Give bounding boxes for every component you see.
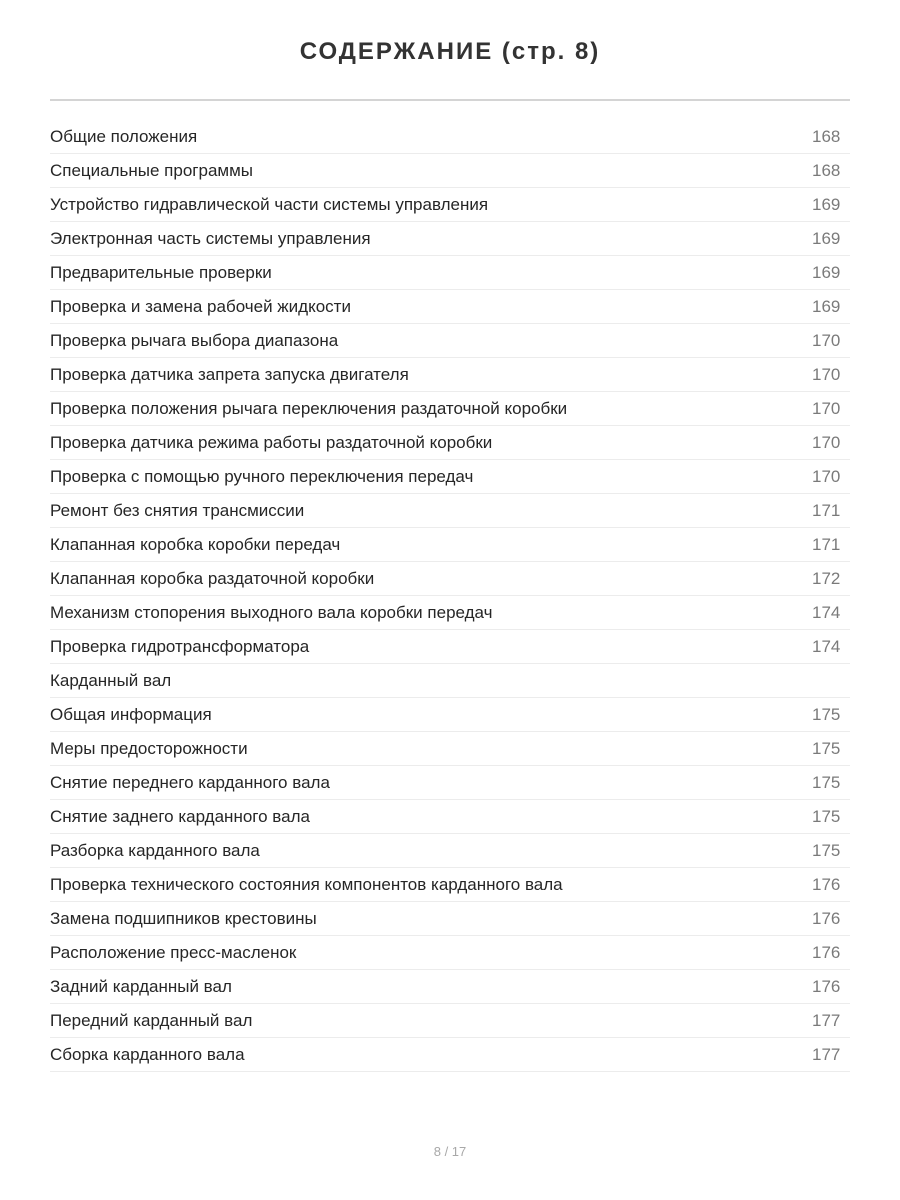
toc-entry-label: Расположение пресс-масленок — [50, 942, 297, 962]
toc-entry[interactable] — [50, 120, 850, 154]
toc-entry[interactable] — [50, 868, 850, 902]
toc-entry[interactable] — [50, 732, 850, 766]
toc-entry-label: Ремонт без снятия трансмиссии — [50, 500, 305, 520]
toc-entry-page: 170 — [812, 330, 841, 350]
toc-entry-page: 169 — [812, 296, 841, 316]
toc-entry[interactable] — [50, 1004, 850, 1038]
toc-entry-label: Снятие заднего карданного вала — [50, 806, 310, 826]
toc-entry-page: 174 — [812, 636, 841, 656]
toc-entry[interactable] — [50, 358, 850, 392]
toc-entry-page: 169 — [812, 228, 841, 248]
toc-entry[interactable] — [50, 936, 850, 970]
toc-entry-page: 175 — [812, 772, 841, 792]
toc-entry[interactable] — [50, 970, 850, 1004]
toc-entry-page: 170 — [812, 364, 841, 384]
toc-entry-label: Снятие переднего карданного вала — [50, 772, 330, 792]
toc-entry-page: 168 — [812, 160, 841, 180]
toc-entry-label: Проверка технического состояния компонентов карданного вала — [50, 874, 563, 894]
toc-entry-label: Клапанная коробка коробки передач — [50, 534, 341, 554]
toc-entry-label: Проверка датчика режима работы раздаточной коробки — [50, 432, 493, 452]
toc-entry-label: Проверка рычага выбора диапазона — [50, 330, 339, 350]
toc-entry-page: 176 — [812, 942, 841, 962]
page-title: СОДЕРЖАНИЕ (стр. 8) — [299, 38, 601, 65]
toc-entry-label: Задний карданный вал — [50, 976, 232, 996]
toc-entry[interactable] — [50, 1038, 850, 1072]
toc-entry-label: Меры предосторожности — [50, 738, 248, 758]
toc-section-heading[interactable] — [50, 664, 850, 698]
toc-entry[interactable] — [50, 256, 850, 290]
toc-entry-label: Клапанная коробка раздаточной коробки — [50, 568, 375, 588]
toc-entry-page: 175 — [812, 840, 841, 860]
toc-entry-label: Передний карданный вал — [50, 1010, 253, 1030]
toc-entry-label: Проверка гидротрансформатора — [50, 636, 310, 656]
toc-entry-page: 176 — [812, 908, 841, 928]
toc-entry-page: 177 — [812, 1044, 841, 1064]
toc-entry-label: Общие положения — [50, 126, 198, 146]
table-of-contents — [50, 120, 850, 1072]
toc-entry-page: 171 — [812, 534, 841, 554]
toc-entry-page: 170 — [812, 466, 841, 486]
toc-entry[interactable] — [50, 188, 850, 222]
toc-entry-label: Общая информация — [50, 704, 212, 724]
toc-entry[interactable] — [50, 596, 850, 630]
toc-entry-page: 168 — [812, 126, 841, 146]
toc-entry-page: 177 — [812, 1010, 841, 1030]
toc-entry[interactable] — [50, 630, 850, 664]
toc-entry-page: 175 — [812, 738, 841, 758]
toc-entry[interactable] — [50, 290, 850, 324]
toc-entry[interactable] — [50, 698, 850, 732]
toc-entry[interactable] — [50, 528, 850, 562]
toc-entry-label: Карданный вал — [50, 670, 172, 690]
page-number: 8 / 17 — [433, 1144, 467, 1159]
toc-entry[interactable] — [50, 426, 850, 460]
toc-entry-page: 171 — [812, 500, 841, 520]
toc-entry-label: Специальные программы — [50, 160, 254, 180]
toc-entry-label: Разборка карданного вала — [50, 840, 260, 860]
toc-entry[interactable] — [50, 800, 850, 834]
toc-entry[interactable] — [50, 392, 850, 426]
toc-entry[interactable] — [50, 902, 850, 936]
toc-entry-page: 169 — [812, 194, 841, 214]
toc-entry-page: 176 — [812, 976, 841, 996]
toc-entry[interactable] — [50, 766, 850, 800]
toc-entry-label: Механизм стопорения выходного вала коробки передач — [50, 602, 493, 622]
toc-entry-page: 174 — [812, 602, 841, 622]
toc-entry[interactable] — [50, 562, 850, 596]
toc-entry[interactable] — [50, 154, 850, 188]
toc-entry-label: Предварительные проверки — [50, 262, 272, 282]
toc-entry[interactable] — [50, 324, 850, 358]
toc-entry[interactable] — [50, 222, 850, 256]
toc-entry-label: Электронная часть системы управления — [50, 228, 371, 248]
toc-entry-label: Проверка с помощью ручного переключения передач — [50, 466, 474, 486]
toc-entry-label: Проверка положения рычага переключения раздаточной коробки — [50, 398, 568, 418]
toc-entry-page: 172 — [812, 568, 841, 588]
toc-entry-label: Устройство гидравлической части системы управления — [50, 194, 489, 214]
title-divider — [50, 99, 850, 101]
toc-entry-page: 170 — [812, 398, 841, 418]
toc-entry-page: 170 — [812, 432, 841, 452]
toc-entry-label: Проверка и замена рабочей жидкости — [50, 296, 351, 316]
toc-entry-page: 169 — [812, 262, 841, 282]
toc-entry-label: Проверка датчика запрета запуска двигателя — [50, 364, 409, 384]
toc-entry[interactable] — [50, 834, 850, 868]
toc-entry-page: 175 — [812, 704, 841, 724]
toc-entry-page: 175 — [812, 806, 841, 826]
toc-entry[interactable] — [50, 494, 850, 528]
toc-entry-page: 176 — [812, 874, 841, 894]
toc-entry-label: Сборка карданного вала — [50, 1044, 245, 1064]
toc-entry[interactable] — [50, 460, 850, 494]
toc-entry-label: Замена подшипников крестовины — [50, 908, 317, 928]
